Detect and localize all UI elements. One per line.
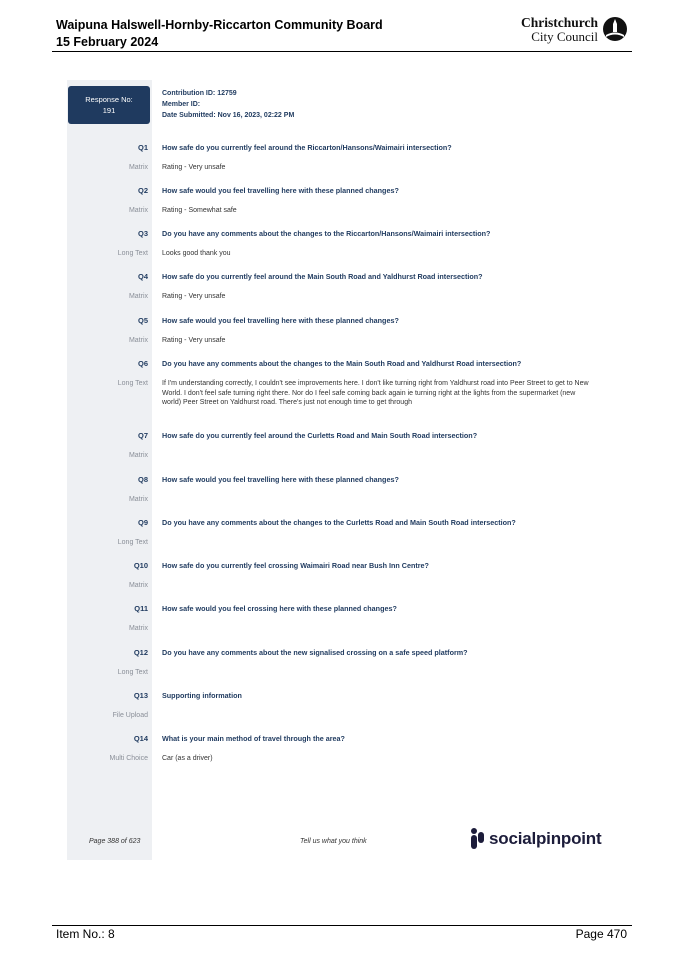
question-text: How safe would you feel travelling here with these planned changes? [162,316,399,325]
footer-divider [52,925,632,926]
answer-text: Rating - Somewhat safe [162,207,237,214]
document-title: Waipuna Halswell-Hornby-Riccarton Community Board [56,18,383,32]
question-text: How safe would you feel travelling here with these planned changes? [162,475,399,484]
question-number: Q8 [137,475,148,484]
logo-text-line2: City Council [531,29,598,44]
council-emblem-icon [602,16,628,42]
question-text: How safe would you feel travelling here with these planned changes? [162,186,399,195]
response-label: Response No: [85,95,133,104]
question-text: How safe do you currently feel crossing Waimairi Road near Bush Inn Centre? [162,561,429,570]
page-number: Page 470 [575,927,627,941]
meeting-date: 15 February 2024 [56,35,159,49]
member-id: Member ID: [162,101,201,108]
question-type: Matrix [128,164,148,171]
header-divider [52,51,632,52]
socialpinpoint-wordmark: socialpinpoint [489,829,602,848]
question-text: Do you have any comments about the changes to the Riccarton/Hansons/Waimairi intersection? [162,229,491,238]
question-type: Matrix [128,207,148,214]
question-type: Matrix [128,496,148,503]
question-number: Q6 [137,359,148,368]
question-type: Matrix [128,452,148,459]
question-number: Q5 [137,316,148,325]
question-text: Do you have any comments about the new signalised crossing on a safe speed platform? [162,648,468,657]
logo-text-line1: Christchurch [520,15,598,30]
question-number: Q4 [137,272,148,281]
question-number: Q7 [137,431,148,440]
question-text: How safe do you currently feel around the Riccarton/Hansons/Waimairi intersection? [162,143,452,152]
response-number: 191 [102,106,116,115]
question-type: Matrix [128,337,148,344]
question-text: Do you have any comments about the changes to the Main South Road and Yaldhurst Road intersection? [162,359,522,368]
question-type: Long Text [117,539,148,546]
question-number: Q11 [134,604,148,613]
question-number: Q2 [137,186,148,195]
answer-text: Rating - Very unsafe [162,337,226,344]
answer-text: Car (as a driver) [162,755,213,762]
question-number: Q14 [133,734,148,743]
question-number: Q10 [133,561,148,570]
response-number-badge [68,86,150,124]
question-type: Matrix [128,625,148,632]
inner-page-number: Page 388 of 623 [89,838,141,845]
tagline: Tell us what you think [300,838,367,845]
answer-text: If I'm understanding correctly, I couldn't see improvements here. I don't like turning right from Yaldhurst road into Peer Street to get to New World. I don't feel safe turning right there. Nor do I feel safe coming back again ie turning right at the lights from the supermarket (new world) Peer Street on Yaldhurst road. There's just not enough time to get through [162,380,589,406]
council-logo [512,15,632,45]
question-text: Supporting information [162,691,242,700]
question-number: Q12 [133,648,148,657]
answer-text: Rating - Very unsafe [162,164,226,171]
question-text: Do you have any comments about the changes to the Curletts Road and Main South Road intersection? [162,518,516,527]
question-type: Long Text [117,250,148,257]
question-number: Q3 [137,229,148,238]
item-number: Item No.: 8 [56,927,115,941]
question-type: Long Text [117,669,148,676]
question-type: Multi Choice [109,755,148,762]
question-type: File Upload [112,712,148,719]
contribution-id: Contribution ID: 12759 [162,90,237,97]
question-number: Q1 [137,143,148,152]
question-type: Long Text [117,380,148,387]
question-number: Q13 [133,691,148,700]
question-text: What is your main method of travel through the area? [162,734,345,743]
question-text: How safe would you feel crossing here with these planned changes? [162,604,397,613]
answer-text: Looks good thank you [162,250,231,257]
socialpinpoint-mark-icon [470,828,486,850]
answer-text: Rating - Very unsafe [162,293,226,300]
question-text: How safe do you currently feel around the Curletts Road and Main South Road intersection? [162,431,478,440]
question-type: Matrix [128,293,148,300]
question-type: Matrix [128,582,148,589]
date-submitted: Date Submitted: Nov 16, 2023, 02:22 PM [162,112,295,119]
question-text: How safe do you currently feel around the Main South Road and Yaldhurst Road intersection? [162,272,483,281]
question-number: Q9 [137,518,148,527]
